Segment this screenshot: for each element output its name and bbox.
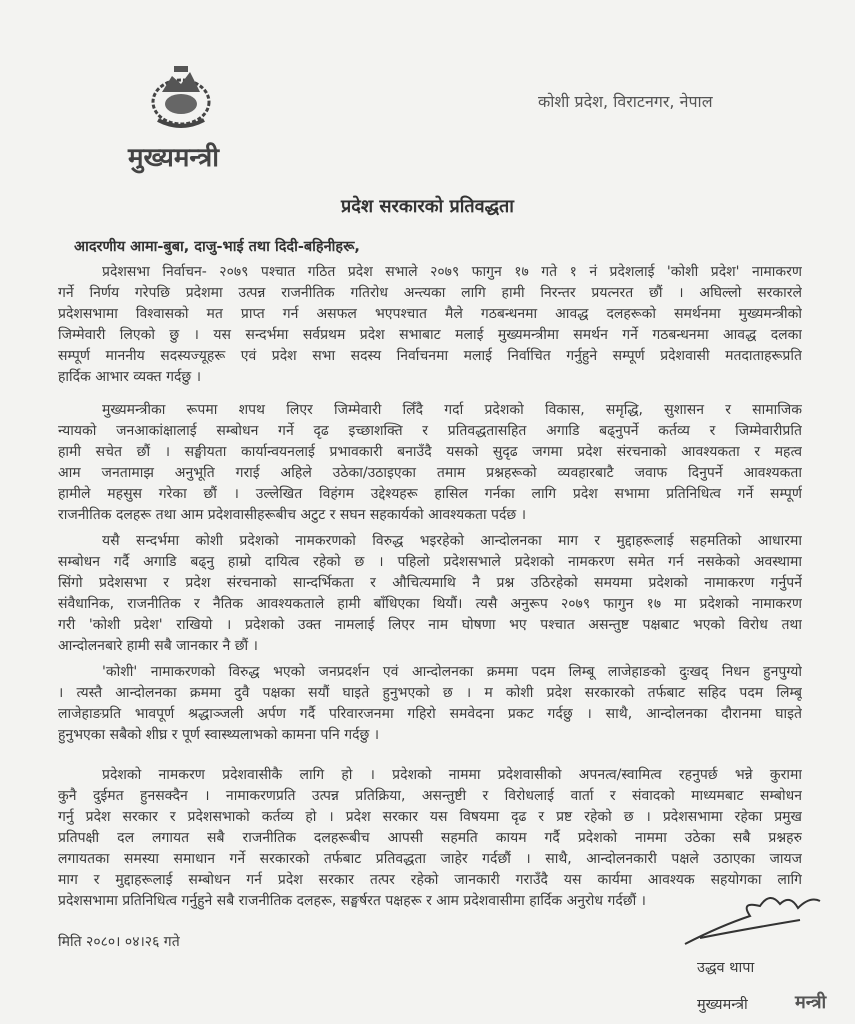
paragraph-line: कुनै दुईमत हुनसक्दैन । नामाकरणप्रति उत्पन्न प्रतिक्रिया, असन्तुष्टी र विरोधलाई वार्ता र संवादको माध्यमबाट सम्बोधन	[58, 788, 802, 804]
paragraph-line: 'कोशी' नामाकरणको विरुद्ध भएको जनप्रदर्शन एवं आन्दोलनका क्रममा पदम लिम्बू लाजेहाङको दुःखद् निधन हुनपुग्यो	[102, 664, 802, 680]
paragraph-line: प्रदेशसभामा प्रतिनिधित्व गर्नुहुने सबै राजनीतिक दलहरू, सङ्घर्षरत पक्षहरू र आम प्रदेशवासीमा हार्दिक अनुरोध गर्दछौं ।	[58, 893, 646, 909]
paragraph-line: सम्पूर्ण माननीय सदस्यज्यूहरू एवं प्रदेश सभा सदस्य निर्वाचनमा मलाई निर्वाचित गर्नुहुने सम्पूर्ण प्रदेशवासी मतदाताहरूप्रति	[58, 348, 802, 364]
date-line: मिति २०८०। ०४।२६ गते	[58, 934, 180, 950]
paragraph-line: गर्ने निर्णय गरेपछि प्रदेशमा उत्पन्न राजनीतिक गतिरोध अन्त्यका लागि हामी निरन्तर प्रयत्नरत छौं । अघिल्लो सरकारले	[58, 285, 802, 301]
paragraph-line: संवैधानिक, राजनीतिक र नैतिक आवश्यकताले हामी बाँधिएका थियौं। त्यसै अनुरूप २०७९ फागुन १७ मा प्रदेशको नामाकरण	[58, 596, 802, 612]
paragraph-line: यसै सन्दर्भमा कोशी प्रदेशको नामकरणको विरुद्ध भइरहेको आन्दोलनका माग र मुद्दाहरूलाई सहमतिको आधारमा	[102, 533, 802, 549]
signatory-title: मुख्यमन्त्री	[697, 997, 748, 1013]
signatory-name: उद्धव थापा	[697, 960, 755, 976]
paragraph	[58, 531, 802, 657]
paragraph-line: हुनुभएका सबैको शीघ्र र पूर्ण स्वास्थ्यलाभको कामना पनि गर्दछु ।	[58, 727, 380, 743]
paragraph-line: हार्दिक आभार व्यक्त गर्दछु ।	[58, 369, 202, 385]
paragraph	[58, 262, 802, 388]
paragraph-line: लगायतका समस्या समाधान गर्ने सरकारको तर्फबाट प्रतिवद्धता जाहेर गर्दछौं । साथै, आन्दोलनकारी पक्षले उठाएका जायज	[58, 851, 802, 867]
paragraph-line: प्रतिपक्षी दल लगायत सबै राजनीतिक दलहरूबीच आपसी सहमति कायम गर्दै प्रदेशको नाममा उठेका सबै प्रश्नहरु	[58, 830, 802, 846]
paragraph-line: मुख्यमन्त्रीका रूपमा शपथ लिएर जिम्मेवारी लिँदै गर्दा प्रदेशको विकास, समृद्धि, सुशासन र सामाजिक	[102, 402, 802, 418]
paragraph-line: प्रदेशको नामकरण प्रदेशवासीकै लागि हो । प्रदेशको नाममा प्रदेशवासीको अपनत्व/स्वामित्व रहनुपर्छ भन्ने कुरामा	[102, 767, 802, 783]
paragraph-line: हामी सचेत छौं । सङ्घीयता कार्यान्वयनलाई प्रभावकारी बनाउँदै यसको सुदृढ जगमा प्रदेश संरचनाको आवश्यकता र महत्व	[58, 444, 802, 460]
paragraph-line: हामीले महसुस गरेका छौं । उल्लेखित विहंगम उद्देश्यहरू हासिल गर्नका लागि प्रदेश सभामा प्रतिनिधित्व गर्ने सम्पूर्ण	[58, 486, 802, 502]
paragraph-line: लाजेहाङप्रति भावपूर्ण श्रद्धाञ्जली अर्पण गर्दै परिवारजनमा गहिरो समवेदना प्रकट गर्दछु । साथै, आन्दोलनका दौरानमा घाइते	[58, 706, 802, 722]
paragraph-line: सम्बोधन गर्दै अगाडि बढ्नु हाम्रो दायित्व रहेको छ । पहिलो प्रदेशसभाले प्रदेशको नामकरण समेत गर्न नसकेको अवस्थामा	[58, 554, 802, 570]
paragraph	[58, 662, 802, 746]
office-heading: मुख्यमन्त्री	[128, 143, 219, 173]
document-title: प्रदेश सरकारको प्रतिवद्धता	[341, 196, 514, 217]
paragraph-line: राजनीतिक दलहरू तथा आम प्रदेशवासीहरूबीच अटुट र सघन सहकार्यको आवश्यकता पर्दछ ।	[58, 507, 526, 523]
paragraph-line: आम जनतामाझ अनुभूति गराई अहिले उठेका/उठाइएका तमाम प्रश्नहरूको व्यवहारबाटै जवाफ दिनुपर्ने आवश्यकता	[58, 465, 802, 481]
office-address: कोशी प्रदेश, विराटनगर, नेपाल	[538, 92, 713, 111]
paragraph-line: न्यायको जनआकांक्षालाई सम्बोधन गर्ने दृढ इच्छाशक्ति र प्रतिवद्धतासहित अगाडि बढ्नुपर्ने कर्तव्य र जिम्मेवारीप्रति	[58, 423, 802, 439]
paragraph	[58, 400, 802, 526]
paragraph-line: माग र मुद्दाहरूलाई सम्बोधन गर्न प्रदेश सरकार तत्पर रहेको जानकारी गराउँदै यस कार्यमा आवश्यक सहयोगका लागि	[58, 872, 802, 888]
paragraph-line: । त्यस्तै आन्दोलनका क्रममा दुवै पक्षका सयौं घाइते हुनुभएको छ । म कोशी प्रदेश सरकारको तर्फबाट सहिद पदम लिम्बू	[58, 685, 802, 701]
signature-image	[680, 886, 830, 952]
paragraph-line: प्रदेशसभामा विश्वासको मत प्राप्त गर्न असफल भएपश्चात मैले गठबन्धनमा आवद्ध दलहरूको समर्थनमा मुख्यमन्त्रीको	[58, 306, 802, 322]
paragraph-line: गरी 'कोशी प्रदेश' राखियो । प्रदेशको उक्त नामलाई लिएर नाम घोषणा भए पश्चात असन्तुष्ट पक्षबाट भएको विरोध तथा	[58, 617, 802, 633]
salutation: आदरणीय आमा-बुबा, दाजु-भाई तथा दिदी-बहिनीहरू,	[74, 239, 360, 255]
official-stamp: मन्त्री	[795, 992, 827, 1013]
paragraph-line: जिम्मेवारी लिएको छु । यस सन्दर्भमा सर्वप्रथम प्रदेश सभाबाट मलाई मुख्यमन्त्रीमा समर्थन गर्ने गठबन्धनमा आवद्ध दलका	[58, 327, 802, 343]
paragraph-line: प्रदेशसभा निर्वाचन- २०७९ पश्चात गठित प्रदेश सभाले २०७९ फागुन १७ गते १ नं प्रदेशलाई 'कोशी प्रदेश' नामाकरण	[102, 264, 802, 280]
paragraph-line: सिंगो प्रदेशसभा र प्रदेश संरचनाको सान्दर्भिकता र औचित्यमाथि नै प्रश्न उठिरहेको समयमा प्रदेशको नामाकरण गर्नुपर्ने	[58, 575, 802, 591]
paragraph-line: गर्नु प्रदेश सरकार र प्रदेशसभाको कर्तव्य हो । प्रदेश सरकार यस विषयमा दृढ र प्रष्ट रहेको छ । प्रदेशसभामा रहेका प्रमुख	[58, 809, 802, 825]
nepal-emblem-logo	[148, 62, 214, 132]
paragraph-line: आन्दोलनबारे हामी सबै जानकार नै छौं ।	[58, 638, 258, 654]
